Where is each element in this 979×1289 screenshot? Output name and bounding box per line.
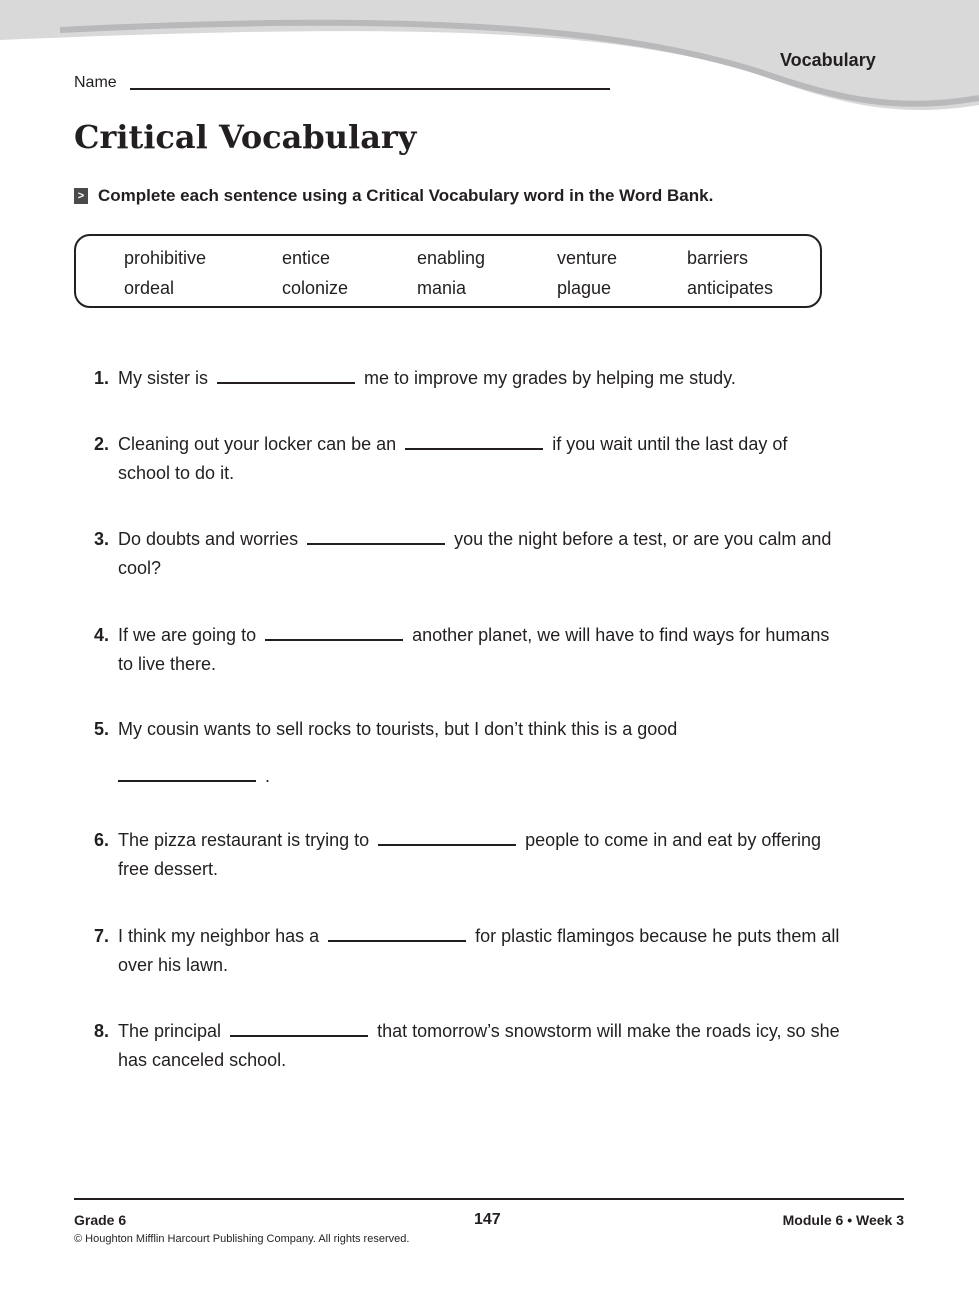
name-field-line[interactable]: [130, 88, 610, 90]
question-text: you the night before a test, or are you calm and cool?: [118, 529, 832, 578]
word-bank-item: anticipates: [687, 278, 774, 298]
question-number: 3.: [94, 529, 110, 549]
question-2: [94, 430, 844, 488]
footer-grade: Grade 6: [74, 1212, 127, 1228]
question-text: The pizza restaurant is trying to: [118, 830, 370, 850]
word-bank-item: ordeal: [124, 278, 175, 298]
word-bank-item: barriers: [687, 248, 749, 268]
section-label: Vocabulary: [780, 50, 876, 70]
footer-module: Module 6 • Week 3: [782, 1212, 904, 1228]
question-number: 7.: [94, 926, 110, 946]
question-text: that tomorrow’s snowstorm will make the roads icy, so she has canceled school.: [118, 1021, 840, 1070]
question-text: if you wait until the last day of school to do it.: [118, 434, 788, 483]
question-number: 6.: [94, 830, 110, 850]
word-bank-item: mania: [417, 278, 467, 298]
copyright: © Houghton Mifflin Harcourt Publishing Company. All rights reserved.: [74, 1233, 410, 1245]
question-text: Do doubts and worries: [118, 529, 299, 549]
question-text: people to come in and eat by offering free dessert.: [118, 830, 822, 879]
footer-divider: [74, 1198, 904, 1200]
answer-blank[interactable]: [265, 621, 403, 641]
question-text: If we are going to: [118, 625, 257, 645]
question-text: The principal: [118, 1021, 222, 1041]
answer-blank[interactable]: [378, 826, 516, 846]
page-title: Critical Vocabulary: [74, 118, 417, 156]
answer-blank[interactable]: [217, 364, 355, 384]
question-6: [94, 826, 844, 884]
word-bank-item: prohibitive: [124, 248, 207, 268]
question-5: [94, 715, 844, 791]
answer-blank[interactable]: [230, 1017, 368, 1037]
answer-blank[interactable]: [307, 525, 445, 545]
question-text: I think my neighbor has a: [118, 926, 320, 946]
arrow-icon: >: [74, 188, 88, 204]
question-text: another planet, we will have to find ways for humans to live there.: [118, 625, 830, 674]
instruction: [74, 186, 713, 206]
word-bank-item: venture: [557, 248, 618, 268]
question-text: .: [265, 766, 271, 786]
question-text: for plastic flamingos because he puts them all over his lawn.: [118, 926, 840, 975]
word-bank-item: colonize: [282, 278, 349, 298]
question-text: Cleaning out your locker can be an: [118, 434, 397, 454]
question-8: [94, 1017, 844, 1075]
question-number: 1.: [94, 368, 110, 388]
word-bank-item: enabling: [417, 248, 486, 268]
name-label: Name: [74, 74, 117, 91]
question-text: me to improve my grades by helping me study.: [364, 368, 736, 388]
word-bank-item: entice: [282, 248, 331, 268]
question-number: 2.: [94, 434, 110, 454]
question-3: [94, 525, 844, 583]
question-7: [94, 922, 844, 980]
question-4: [94, 621, 844, 679]
answer-blank[interactable]: [328, 922, 466, 942]
answer-blank[interactable]: [118, 762, 256, 782]
page-number: 147: [474, 1211, 501, 1228]
word-bank-item: plague: [557, 278, 612, 298]
answer-blank[interactable]: [405, 430, 543, 450]
question-1: [94, 364, 844, 393]
word-bank: [74, 234, 822, 308]
question-number: 4.: [94, 625, 110, 645]
instruction-text: Complete each sentence using a Critical Vocabulary word in the Word Bank.: [98, 186, 714, 205]
question-text: My sister is: [118, 368, 208, 388]
question-number: 5.: [94, 719, 110, 739]
question-text: My cousin wants to sell rocks to tourists, but I don’t think this is a good: [118, 719, 678, 739]
question-number: 8.: [94, 1021, 110, 1041]
